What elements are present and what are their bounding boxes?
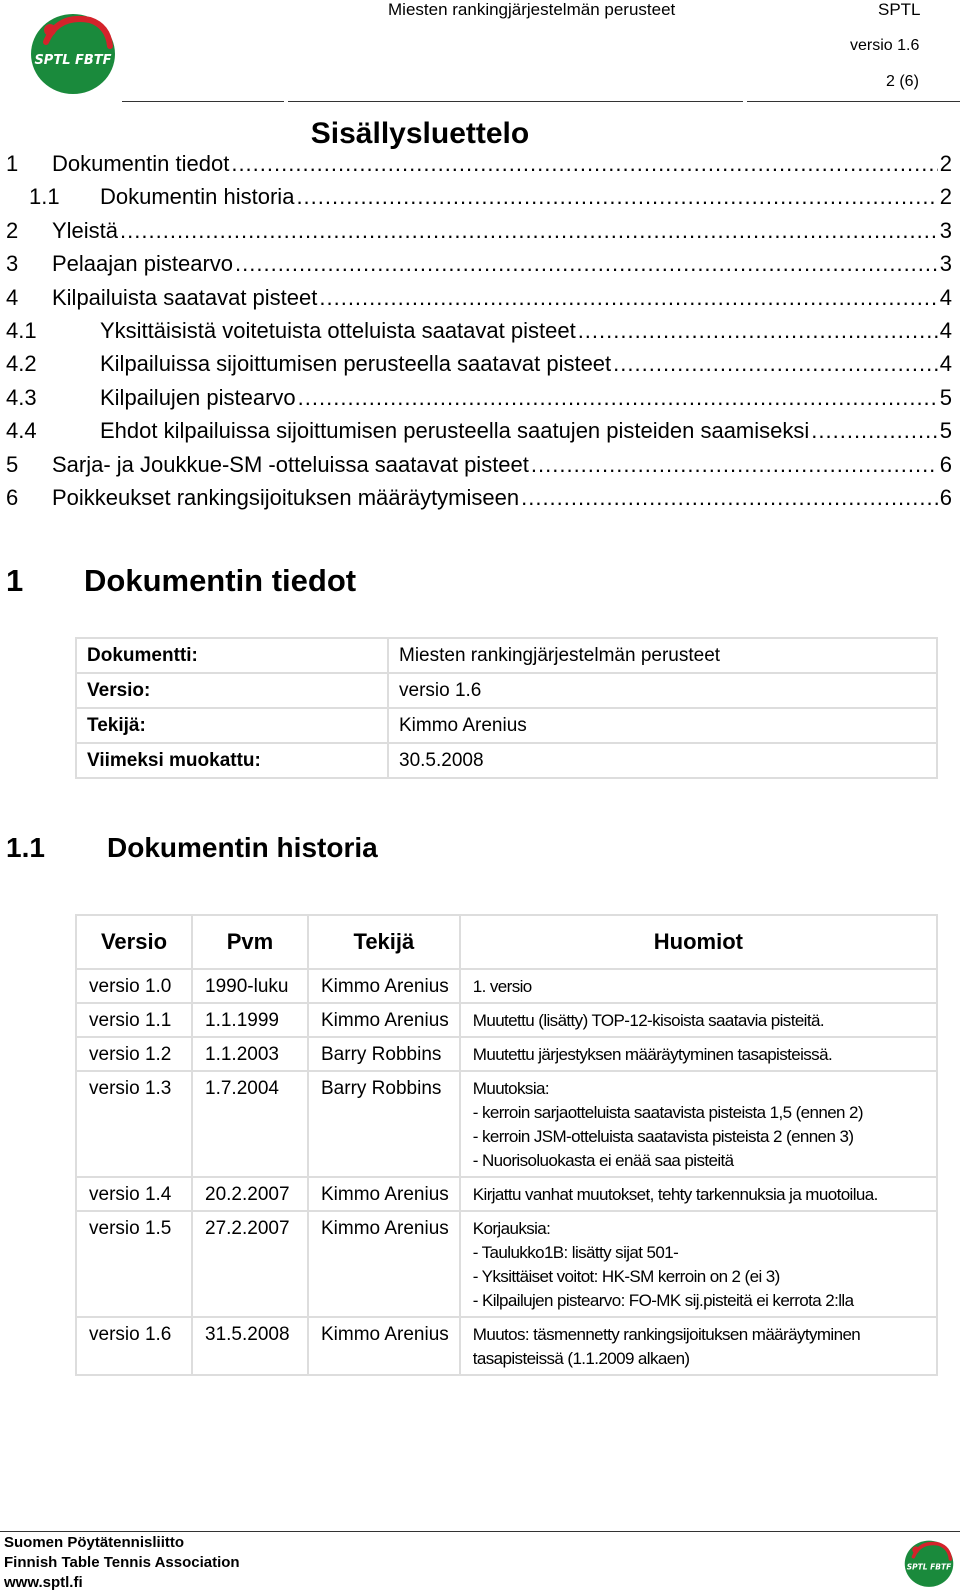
cell-notes (460, 1037, 937, 1071)
history-table-body (76, 969, 937, 1375)
toc-entry-number: 6 (6, 485, 19, 510)
toc-entry-number: 1 (6, 151, 19, 176)
toc-entry[interactable] (6, 218, 952, 251)
toc-dot-leader (120, 218, 938, 244)
svg-text:SPTL FBTF: SPTL FBTF (34, 53, 112, 68)
header-page-number: 2 (6) (886, 73, 919, 90)
cell-author: Kimmo Arenius (308, 1003, 460, 1037)
cell-date: 1.7.2004 (192, 1071, 308, 1177)
toc-entry-title: Sarja- ja Joukkue-SM -otteluissa saatavat pisteet (52, 451, 529, 477)
cell-notes (460, 1317, 937, 1375)
info-value: Miesten rankingjärjestelmän perusteet (388, 638, 937, 673)
info-label: Versio: (76, 673, 388, 708)
subsection-heading (6, 832, 378, 864)
table-row (76, 1071, 937, 1177)
toc-entry-page: 5 (939, 418, 952, 444)
cell-date: 1.1.2003 (192, 1037, 308, 1071)
note-line: Korjauksia: (472, 1219, 551, 1238)
table-row (76, 1037, 937, 1071)
section-title: Dokumentin historia (107, 832, 378, 863)
column-header: Versio (76, 915, 192, 969)
cell-author: Barry Robbins (308, 1037, 460, 1071)
cell-author: Kimmo Arenius (308, 969, 460, 1003)
toc-entry-number: 2 (6, 217, 19, 243)
cell-version: versio 1.4 (76, 1177, 192, 1211)
section-title: Dokumentin tiedot (84, 563, 357, 598)
toc-entry[interactable] (6, 452, 952, 485)
toc-entry-page: 3 (939, 217, 952, 243)
toc-entry-number: 4.4 (6, 418, 37, 444)
toc-entry[interactable] (6, 184, 952, 217)
cell-author: Kimmo Arenius (308, 1317, 460, 1375)
toc-entry-title: Yleistä (52, 217, 119, 243)
note-line: Muutoksia: (472, 1079, 549, 1098)
cell-version: versio 1.1 (76, 1003, 192, 1037)
toc-entry-title: Pelaajan pistearvo (52, 251, 234, 277)
info-label: Tekijä: (76, 708, 388, 743)
toc-entry-page: 4 (939, 318, 952, 343)
toc-dot-leader (521, 485, 938, 511)
header-document-title: Miesten rankingjärjestelmän perusteet (388, 0, 676, 19)
footer-rule (0, 1531, 960, 1532)
table-row (76, 638, 937, 673)
toc-entry[interactable] (6, 318, 952, 351)
toc-entry-number: 1.1 (29, 184, 60, 210)
footer-website-link[interactable]: www.sptl.fi (4, 1574, 83, 1591)
cell-date: 1.1.1999 (192, 1003, 308, 1037)
note-line: - Kilpailujen pistearvo: FO-MK sij.pisteitä ei kerrota 2:lla (472, 1291, 854, 1310)
footer-org-name-en: Finnish Table Tennis Association (4, 1554, 240, 1571)
cell-version: versio 1.5 (76, 1211, 192, 1317)
note-line: - kerroin JSM-otteluista saatavista pisteista 2 (ennen 3) (472, 1127, 854, 1146)
section-number: 1 (6, 563, 24, 598)
toc-entry-title: Ehdot kilpailuissa sijoittumisen perusteella saatujen pisteiden saamiseksi (100, 418, 810, 444)
note-line: - Nuorisoluokasta ei enää saa pisteitä (472, 1151, 734, 1170)
note-line: Kirjattu vanhat muutokset, tehty tarkennuksia ja muotoilua. (472, 1185, 878, 1204)
toc-entry-number: 4.3 (6, 384, 37, 410)
header-rule (747, 101, 960, 102)
toc-dot-leader (298, 385, 938, 411)
toc-heading: Sisällysluettelo (310, 117, 530, 150)
cell-notes (460, 1177, 937, 1211)
info-value: versio 1.6 (388, 673, 937, 708)
toc-entry[interactable] (6, 485, 952, 518)
cell-date: 27.2.2007 (192, 1211, 308, 1317)
sptl-logo (28, 6, 118, 96)
column-header: Huomiot (460, 915, 937, 969)
table-row (76, 1211, 937, 1317)
column-header: Pvm (192, 915, 308, 969)
toc-entry-title: Poikkeukset rankingsijoituksen määräytymiseen (52, 485, 520, 510)
cell-version: versio 1.0 (76, 969, 192, 1003)
toc-entry-title: Kilpailuista saatavat pisteet (52, 284, 318, 310)
note-line: Muutettu järjestyksen määräytyminen tasapisteissä. (472, 1045, 833, 1064)
note-line: - Taulukko1B: lisätty sijat 501- (472, 1243, 679, 1262)
toc-entry-page: 4 (939, 284, 952, 310)
toc-entry-page: 5 (939, 384, 952, 410)
toc-entry-title: Kilpailujen pistearvo (100, 384, 296, 410)
toc-entry-title: Yksittäisistä voitetuista otteluista saatavat pisteet (100, 318, 576, 343)
toc-entry-number: 4 (6, 284, 19, 310)
toc-entry[interactable] (6, 285, 952, 318)
info-value: Kimmo Arenius (388, 708, 937, 743)
toc-entry-title: Dokumentin historia (100, 184, 295, 210)
column-header: Tekijä (308, 915, 460, 969)
toc-dot-leader (296, 184, 937, 210)
toc-dot-leader (231, 151, 937, 177)
table-row (76, 1177, 937, 1211)
cell-author: Kimmo Arenius (308, 1177, 460, 1211)
note-line: tasapisteissä (1.1.2009 alkaen) (472, 1349, 690, 1368)
cell-version: versio 1.3 (76, 1071, 192, 1177)
cell-date: 20.2.2007 (192, 1177, 308, 1211)
toc-entry-page: 6 (939, 451, 952, 477)
sptl-logo-small (903, 1536, 955, 1588)
footer-organization (4, 1533, 240, 1593)
toc-entry-page: 2 (939, 151, 952, 176)
header-rule (122, 101, 284, 102)
toc-entry[interactable] (6, 351, 952, 384)
cell-author: Kimmo Arenius (308, 1211, 460, 1317)
cell-notes (460, 969, 937, 1003)
note-line: - kerroin sarjaotteluista saatavista pisteista 1,5 (ennen 2) (472, 1103, 863, 1122)
history-table (75, 914, 938, 1376)
toc-entry[interactable] (6, 385, 952, 418)
toc-entry-title: Kilpailuissa sijoittumisen perusteella saatavat pisteet (100, 351, 612, 377)
note-line: Muutettu (lisätty) TOP-12-kisoista saatavia pisteitä. (472, 1011, 824, 1030)
toc-entry[interactable] (6, 151, 952, 184)
header-organization: SPTL (878, 0, 921, 19)
header-rule (288, 101, 743, 102)
cell-date: 1990-luku (192, 969, 308, 1003)
toc-entry-page: 4 (939, 351, 952, 377)
table-row (76, 1317, 937, 1375)
toc-entry-page: 3 (939, 251, 952, 277)
note-line: 1. versio (472, 977, 532, 996)
cell-version: versio 1.6 (76, 1317, 192, 1375)
svg-text:SPTL FBTF: SPTL FBTF (906, 1562, 952, 1572)
info-label: Viimeksi muokattu: (76, 743, 388, 778)
toc-entry-title: Dokumentin tiedot (52, 151, 230, 176)
cell-notes (460, 1003, 937, 1037)
cell-notes (460, 1071, 937, 1177)
note-line: Muutos: täsmennetty rankingsijoituksen määräytyminen (472, 1325, 861, 1344)
toc-entry-number: 3 (6, 251, 19, 277)
table-row (76, 1003, 937, 1037)
note-line: - Yksittäiset voitot: HK-SM kerroin on 2 (ei 3) (472, 1267, 780, 1286)
toc-entry-number: 4.1 (6, 318, 37, 343)
toc-dot-leader (235, 251, 938, 277)
table-row (76, 673, 937, 708)
toc-dot-leader (613, 351, 938, 377)
table-header-row (76, 915, 937, 969)
info-value: 30.5.2008 (388, 743, 937, 778)
cell-author: Barry Robbins (308, 1071, 460, 1177)
section-number: 1.1 (6, 832, 45, 863)
toc-dot-leader (531, 452, 938, 478)
toc-entry[interactable] (6, 251, 952, 284)
toc-entry-page: 2 (939, 184, 952, 210)
section-heading (6, 563, 356, 599)
toc-dot-leader (578, 318, 938, 344)
table-row (76, 708, 937, 743)
toc-entry-number: 5 (6, 451, 19, 477)
header-version: versio 1.6 (850, 37, 920, 54)
table-row (76, 969, 937, 1003)
toc-entry-number: 4.2 (6, 351, 37, 377)
toc-entry[interactable] (6, 418, 952, 451)
cell-version: versio 1.2 (76, 1037, 192, 1071)
info-label: Dokumentti: (76, 638, 388, 673)
toc-entry-page: 6 (939, 485, 952, 510)
document-info-table (75, 637, 938, 779)
toc-dot-leader (319, 285, 937, 311)
cell-notes (460, 1211, 937, 1317)
footer-org-name-fi: Suomen Pöytätennisliitto (4, 1534, 185, 1551)
table-row (76, 743, 937, 778)
cell-date: 31.5.2008 (192, 1317, 308, 1375)
toc-dot-leader (811, 418, 937, 444)
